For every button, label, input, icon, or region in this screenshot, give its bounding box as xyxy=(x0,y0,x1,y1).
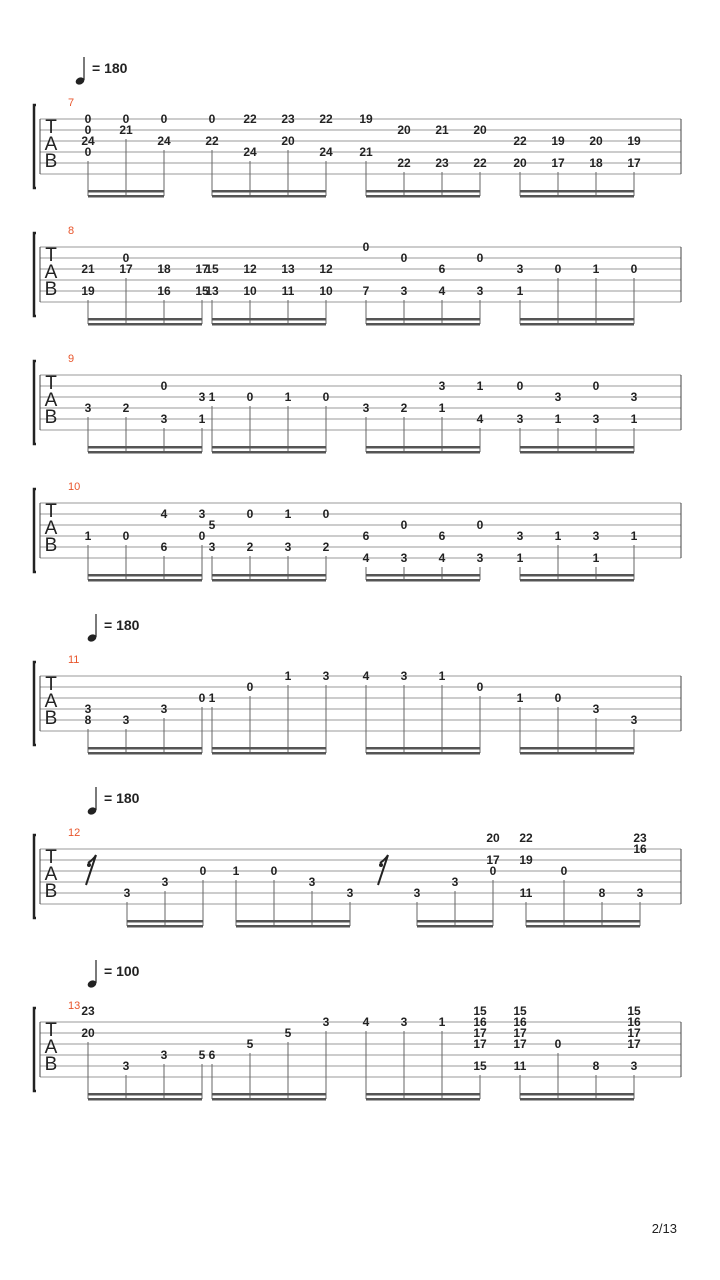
beam xyxy=(366,451,480,454)
fret-number: 3 xyxy=(592,702,600,716)
fret-number: 1 xyxy=(516,551,524,565)
fret-number: 0 xyxy=(198,529,206,543)
beam xyxy=(212,574,326,577)
fret-number: 3 xyxy=(413,886,421,900)
tab-system xyxy=(34,960,681,1101)
measure-number: 13 xyxy=(68,1000,81,1012)
fret-number: 0 xyxy=(476,680,484,694)
fret-number: 21 xyxy=(119,123,133,137)
fret-number: 10 xyxy=(243,284,257,298)
fret-number: 17 xyxy=(486,853,500,867)
beam xyxy=(417,920,493,923)
fret-number: 17 xyxy=(473,1026,487,1040)
fret-number: 17 xyxy=(473,1037,487,1051)
tab-clef-letter: B xyxy=(44,1054,58,1075)
beam xyxy=(88,1098,202,1101)
fret-number: 18 xyxy=(589,156,603,170)
fret-number: 2 xyxy=(400,401,408,415)
beam xyxy=(526,925,640,928)
beam xyxy=(88,1093,202,1096)
tab-clef-letter: T xyxy=(45,674,57,695)
fret-number: 4 xyxy=(362,669,370,683)
system-bracket xyxy=(34,662,36,745)
fret-number: 3 xyxy=(400,284,408,298)
fret-number: 15 xyxy=(473,1059,487,1073)
beam xyxy=(366,318,480,321)
tab-system xyxy=(34,225,681,326)
tab-clef-letter: T xyxy=(45,373,57,394)
fret-number: 3 xyxy=(84,702,92,716)
beam xyxy=(366,195,480,198)
fret-number: 22 xyxy=(397,156,411,170)
tempo-marking: = 100 xyxy=(104,963,140,979)
system-bracket xyxy=(34,105,36,188)
beam xyxy=(520,574,634,577)
fret-number: 23 xyxy=(81,1004,95,1018)
fret-number: 4 xyxy=(438,284,446,298)
beam xyxy=(212,323,326,326)
fret-number: 3 xyxy=(630,390,638,404)
beam xyxy=(212,318,326,321)
fret-number: 3 xyxy=(636,886,644,900)
fret-number: 0 xyxy=(554,262,562,276)
fret-number: 1 xyxy=(208,691,216,705)
fret-number: 3 xyxy=(284,540,292,554)
fret-number: 5 xyxy=(198,1048,206,1062)
fret-number: 1 xyxy=(284,507,292,521)
tab-clef-letter: A xyxy=(44,864,58,885)
fret-number: 3 xyxy=(362,401,370,415)
beam xyxy=(520,446,634,449)
beam xyxy=(520,451,634,454)
tab-clef-letter: B xyxy=(44,407,58,428)
measure-number: 12 xyxy=(68,827,81,839)
rest-dot xyxy=(87,863,91,867)
fret-number: 0 xyxy=(122,529,130,543)
fret-number: 3 xyxy=(322,1015,330,1029)
fret-number: 1 xyxy=(198,412,206,426)
tempo-marking: = 180 xyxy=(104,617,140,633)
tab-clef-letter: B xyxy=(44,279,58,300)
fret-number: 1 xyxy=(516,284,524,298)
tab-clef-letter: B xyxy=(44,535,58,556)
tab-system xyxy=(34,57,681,198)
fret-number: 2 xyxy=(322,540,330,554)
tempo-marking: = 180 xyxy=(104,790,140,806)
fret-number: 16 xyxy=(633,842,647,856)
fret-number: 1 xyxy=(592,262,600,276)
fret-number: 17 xyxy=(627,156,641,170)
fret-number: 3 xyxy=(516,412,524,426)
beam xyxy=(212,747,326,750)
beam xyxy=(366,747,480,750)
system-bracket xyxy=(34,489,36,572)
fret-number: 6 xyxy=(362,529,370,543)
beam xyxy=(127,925,203,928)
fret-number: 3 xyxy=(592,529,600,543)
beam xyxy=(212,451,326,454)
system-bracket xyxy=(34,361,36,444)
fret-number: 3 xyxy=(438,379,446,393)
tab-clef-letter: A xyxy=(44,390,58,411)
beam xyxy=(520,318,634,321)
fret-number: 20 xyxy=(486,831,500,845)
beam xyxy=(88,195,164,198)
fret-number: 4 xyxy=(476,412,484,426)
fret-number: 21 xyxy=(81,262,95,276)
fret-number: 15 xyxy=(627,1004,641,1018)
tab-clef-letter: A xyxy=(44,691,58,712)
fret-number: 4 xyxy=(160,507,168,521)
fret-number: 0 xyxy=(592,379,600,393)
fret-number: 0 xyxy=(554,691,562,705)
fret-number: 0 xyxy=(400,518,408,532)
fret-number: 22 xyxy=(319,112,333,126)
fret-number: 24 xyxy=(157,134,171,148)
fret-number: 19 xyxy=(81,284,95,298)
fret-number: 3 xyxy=(161,875,169,889)
fret-number: 3 xyxy=(346,886,354,900)
beam xyxy=(212,446,326,449)
fret-number: 22 xyxy=(473,156,487,170)
fret-number: 17 xyxy=(195,262,209,276)
tab-clef-letter: A xyxy=(44,518,58,539)
beam xyxy=(520,752,634,755)
fret-number: 4 xyxy=(438,551,446,565)
beam xyxy=(88,574,202,577)
tab-clef-letter: A xyxy=(44,262,58,283)
fret-number: 12 xyxy=(319,262,333,276)
beam xyxy=(236,920,350,923)
fret-number: 22 xyxy=(519,831,533,845)
fret-number: 3 xyxy=(476,551,484,565)
fret-number: 0 xyxy=(208,112,216,126)
beam xyxy=(236,925,350,928)
fret-number: 0 xyxy=(322,507,330,521)
fret-number: 15 xyxy=(205,262,219,276)
tab-clef-letter: T xyxy=(45,117,57,138)
beam xyxy=(520,195,634,198)
beam xyxy=(88,318,202,321)
tempo-marking: = 180 xyxy=(92,60,128,76)
fret-number: 22 xyxy=(205,134,219,148)
fret-number: 20 xyxy=(81,1026,95,1040)
fret-number: 1 xyxy=(284,390,292,404)
fret-number: 3 xyxy=(123,886,131,900)
fret-number: 3 xyxy=(400,669,408,683)
fret-number: 3 xyxy=(451,875,459,889)
tab-clef-letter: T xyxy=(45,847,57,868)
fret-number: 0 xyxy=(322,390,330,404)
beam xyxy=(88,451,202,454)
fret-number: 3 xyxy=(198,390,206,404)
beam xyxy=(520,190,634,193)
fret-number: 23 xyxy=(281,112,295,126)
fret-number: 3 xyxy=(476,284,484,298)
fret-number: 1 xyxy=(630,529,638,543)
fret-number: 23 xyxy=(435,156,449,170)
measure-number: 7 xyxy=(68,97,75,109)
fret-number: 6 xyxy=(208,1048,216,1062)
system-bracket xyxy=(34,835,36,918)
beam xyxy=(212,579,326,582)
beam xyxy=(212,1093,326,1096)
fret-number: 0 xyxy=(476,518,484,532)
fret-number: 3 xyxy=(592,412,600,426)
fret-number: 6 xyxy=(160,540,168,554)
fret-number: 7 xyxy=(362,284,370,298)
fret-number: 17 xyxy=(551,156,565,170)
tab-clef-letter: B xyxy=(44,151,58,172)
tab-clef-letter: T xyxy=(45,245,57,266)
fret-number: 1 xyxy=(208,390,216,404)
fret-number: 3 xyxy=(554,390,562,404)
fret-number: 1 xyxy=(630,412,638,426)
measure-number: 10 xyxy=(68,481,81,493)
tab-clef-letter: A xyxy=(44,134,58,155)
tab-system xyxy=(34,353,681,454)
fret-number: 3 xyxy=(400,1015,408,1029)
beam xyxy=(88,747,202,750)
beam xyxy=(520,747,634,750)
fret-number: 0 xyxy=(554,1037,562,1051)
fret-number: 3 xyxy=(516,262,524,276)
fret-number: 1 xyxy=(554,529,562,543)
fret-number: 18 xyxy=(157,262,171,276)
fret-number: 24 xyxy=(319,145,333,159)
fret-number: 13 xyxy=(205,284,219,298)
fret-number: 0 xyxy=(476,251,484,265)
beam xyxy=(366,579,480,582)
fret-number: 11 xyxy=(519,886,533,900)
fret-number: 3 xyxy=(160,1048,168,1062)
fret-number: 24 xyxy=(81,134,95,148)
fret-number: 17 xyxy=(513,1037,527,1051)
fret-number: 0 xyxy=(516,379,524,393)
system-bracket xyxy=(34,233,36,316)
fret-number: 15 xyxy=(473,1004,487,1018)
beam xyxy=(127,920,203,923)
fret-number: 1 xyxy=(438,1015,446,1029)
system-bracket xyxy=(34,1008,36,1091)
fret-number: 0 xyxy=(84,112,92,126)
beam xyxy=(366,446,480,449)
fret-number: 8 xyxy=(592,1059,600,1073)
fret-number: 2 xyxy=(122,401,130,415)
fret-number: 21 xyxy=(435,123,449,137)
fret-number: 4 xyxy=(362,1015,370,1029)
fret-number: 0 xyxy=(199,864,207,878)
beam xyxy=(520,323,634,326)
fret-number: 10 xyxy=(319,284,333,298)
fret-number: 1 xyxy=(592,551,600,565)
fret-number: 0 xyxy=(84,123,92,137)
tab-clef-letter: B xyxy=(44,881,58,902)
beam xyxy=(366,1098,480,1101)
fret-number: 8 xyxy=(84,713,92,727)
beam xyxy=(88,190,164,193)
fret-number: 0 xyxy=(122,251,130,265)
fret-number: 1 xyxy=(232,864,240,878)
fret-number: 20 xyxy=(397,123,411,137)
fret-number: 20 xyxy=(589,134,603,148)
fret-number: 20 xyxy=(513,156,527,170)
fret-number: 3 xyxy=(160,702,168,716)
beam xyxy=(366,323,480,326)
fret-number: 5 xyxy=(208,518,216,532)
tab-clef-letter: T xyxy=(45,501,57,522)
fret-number: 15 xyxy=(513,1004,527,1018)
fret-number: 0 xyxy=(246,390,254,404)
fret-number: 0 xyxy=(560,864,568,878)
fret-number: 3 xyxy=(630,713,638,727)
beam xyxy=(520,1098,634,1101)
fret-number: 6 xyxy=(438,529,446,543)
rest-dot xyxy=(379,863,383,867)
fret-number: 5 xyxy=(246,1037,254,1051)
fret-number: 3 xyxy=(122,1059,130,1073)
fret-number: 16 xyxy=(157,284,171,298)
fret-number: 1 xyxy=(84,529,92,543)
beam xyxy=(88,752,202,755)
fret-number: 24 xyxy=(243,145,257,159)
fret-number: 3 xyxy=(516,529,524,543)
beam xyxy=(526,920,640,923)
beam xyxy=(520,579,634,582)
beam xyxy=(212,190,326,193)
fret-number: 0 xyxy=(84,145,92,159)
beam xyxy=(417,925,493,928)
fret-number: 1 xyxy=(516,691,524,705)
beam xyxy=(366,752,480,755)
fret-number: 3 xyxy=(84,401,92,415)
beam xyxy=(88,323,202,326)
fret-number: 1 xyxy=(438,401,446,415)
fret-number: 0 xyxy=(400,251,408,265)
fret-number: 1 xyxy=(284,669,292,683)
fret-number: 1 xyxy=(438,669,446,683)
fret-number: 19 xyxy=(359,112,373,126)
beam xyxy=(212,1098,326,1101)
beam xyxy=(520,1093,634,1096)
fret-number: 0 xyxy=(246,680,254,694)
beam xyxy=(366,190,480,193)
fret-number: 3 xyxy=(400,551,408,565)
fret-number: 0 xyxy=(122,112,130,126)
fret-number: 3 xyxy=(308,875,316,889)
fret-number: 0 xyxy=(246,507,254,521)
fret-number: 0 xyxy=(630,262,638,276)
fret-number: 3 xyxy=(198,507,206,521)
fret-number: 0 xyxy=(362,240,370,254)
page-number: 2/13 xyxy=(651,1221,677,1236)
fret-number: 11 xyxy=(513,1059,527,1073)
fret-number: 19 xyxy=(551,134,565,148)
measure-number: 8 xyxy=(68,225,75,237)
measure-number: 11 xyxy=(68,654,80,666)
fret-number: 8 xyxy=(598,886,606,900)
fret-number: 0 xyxy=(160,379,168,393)
fret-number: 20 xyxy=(281,134,295,148)
fret-number: 16 xyxy=(473,1015,487,1029)
fret-number: 17 xyxy=(627,1037,641,1051)
fret-number: 19 xyxy=(627,134,641,148)
beam xyxy=(88,446,202,449)
fret-number: 3 xyxy=(630,1059,638,1073)
fret-number: 6 xyxy=(438,262,446,276)
beam xyxy=(212,752,326,755)
tab-clef-letter: T xyxy=(45,1020,57,1041)
fret-number: 17 xyxy=(119,262,133,276)
beam xyxy=(366,1093,480,1096)
tab-system xyxy=(34,614,681,755)
fret-number: 0 xyxy=(489,864,497,878)
fret-number: 3 xyxy=(322,669,330,683)
measure-number: 9 xyxy=(68,353,75,365)
beam xyxy=(366,574,480,577)
fret-number: 16 xyxy=(513,1015,527,1029)
fret-number: 11 xyxy=(281,284,295,298)
tab-clef-letter: B xyxy=(44,708,58,729)
fret-number: 16 xyxy=(627,1015,641,1029)
fret-number: 19 xyxy=(519,853,533,867)
fret-number: 23 xyxy=(633,831,647,845)
fret-number: 1 xyxy=(554,412,562,426)
fret-number: 3 xyxy=(208,540,216,554)
fret-number: 1 xyxy=(476,379,484,393)
tab-system xyxy=(34,787,681,928)
fret-number: 13 xyxy=(281,262,295,276)
fret-number: 17 xyxy=(513,1026,527,1040)
fret-number: 0 xyxy=(270,864,278,878)
beam xyxy=(212,195,326,198)
fret-number: 22 xyxy=(243,112,257,126)
tab-system xyxy=(34,481,681,582)
fret-number: 3 xyxy=(122,713,130,727)
fret-number: 3 xyxy=(160,412,168,426)
fret-number: 12 xyxy=(243,262,257,276)
fret-number: 20 xyxy=(473,123,487,137)
fret-number: 0 xyxy=(160,112,168,126)
tab-clef-letter: A xyxy=(44,1037,58,1058)
fret-number: 15 xyxy=(195,284,209,298)
fret-number: 17 xyxy=(627,1026,641,1040)
fret-number: 2 xyxy=(246,540,254,554)
fret-number: 0 xyxy=(198,691,206,705)
fret-number: 4 xyxy=(362,551,370,565)
fret-number: 5 xyxy=(284,1026,292,1040)
fret-number: 21 xyxy=(359,145,373,159)
beam xyxy=(88,579,202,582)
fret-number: 22 xyxy=(513,134,527,148)
